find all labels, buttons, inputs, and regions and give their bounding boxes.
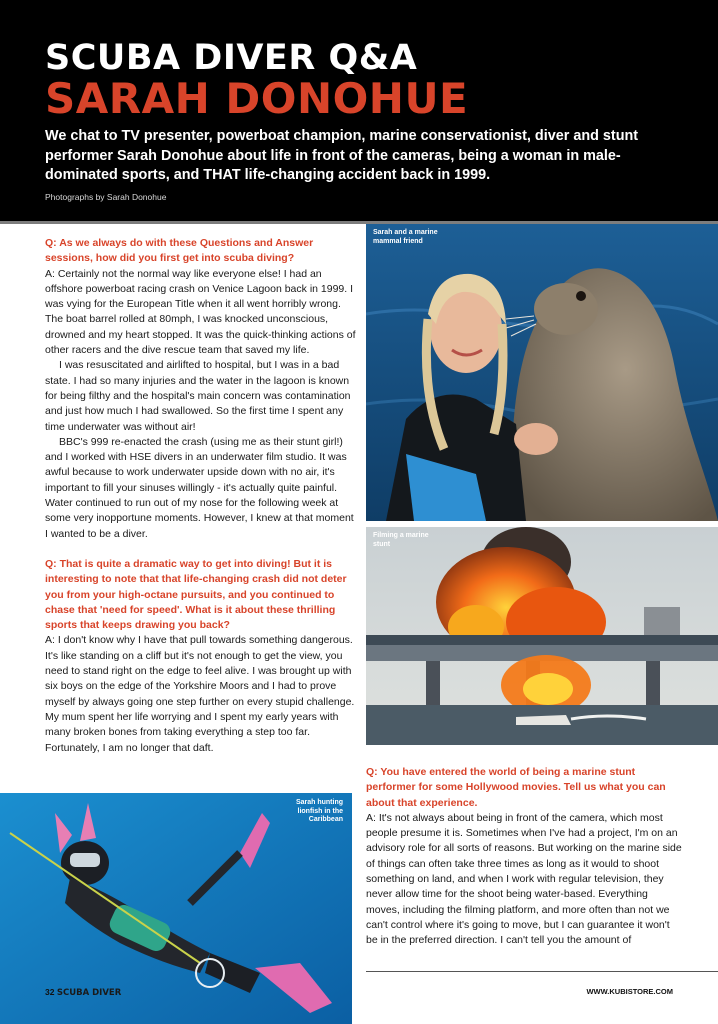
answer-3: A: It's not always about being in front of the camera, which most people presume it is. Sometimes when I've had a project, I'm on an advisory role for all sorts of reasons. But working on the marine side of things can often take three times as long as it would to shoot something on land, and when I work with regular television, they never allow time for the shoot being water-based. Everything moves, including the filming platform, and more often than not we can't control where it's going to move, but I can guarantee it won't be in the preferred direction. I can't tell you the amount of	[366, 811, 682, 947]
article-column-left	[45, 236, 356, 756]
question-3: Q: You have entered the world of being a marine stunt performer for some Hollywood movies. Tell us what you can about that experience.	[366, 766, 666, 809]
footer-divider	[366, 971, 718, 972]
photo-credit: Photographs by Sarah Donohue	[45, 192, 167, 202]
sealion-photo	[366, 224, 718, 521]
caption-stunt: Filming a marine stunt	[373, 532, 429, 548]
footer-url[interactable]: WWW.KUBISTORE.COM	[586, 987, 673, 996]
page-number: 32	[45, 987, 55, 997]
stunt-photo	[366, 527, 718, 745]
caption-sealion: Sarah and a marine mammal friend	[373, 229, 438, 245]
section-kicker: SCUBA DIVER Q&A	[45, 38, 418, 78]
article-column-right	[366, 765, 682, 949]
caption-lionfish: Sarah hunting lionfish in the Caribbean	[295, 799, 343, 823]
answer-2: A: I don't know why I have that pull towards something dangerous. It's like standing on a cliff but it's not enough to get the view, you need to stand right on the edge to feel alive. I was brought up with six boys on the edge of the Yorkshire Moors and I had to prove myself by always going one step further on every stupid challenge. My mum spent her life worrying and I spent my early years with many broken bones from taking everything a step too far. Fortunately, I am no longer that daft.	[45, 634, 355, 754]
answer-1-paragraph-1: A: Certainly not the normal way like everyone else! I had an offshore powerboat racing crash on Venice Lagoon back in 1999. I was vying for the European Title when it all went horribly wrong. The boat barrel rolled at 80mph, I was knocked unconscious, drowned and my heart stopped. It was the quick-thinking actions of other racers and the dive rescue team that saved my life.	[45, 267, 356, 357]
standfirst: We chat to TV presenter, powerboat champion, marine conservationist, diver and stunt performer Sarah Donohue about life in front of the cameras, being a woman in male-dominated sports, and THAT life-changing accident back in 1999.	[45, 128, 639, 184]
answer-1-paragraph-2: I was resuscitated and airlifted to hospital, but I was in a bad state. I had so many injuries and the water in the lagoon is known for being filthy and the hospital's main concern was contamination and just how much I had swallowed. So the first time I spent any time underwater was without air!	[45, 359, 351, 433]
header-band	[0, 0, 718, 221]
footer-brand: SCUBA DIVER	[56, 988, 122, 998]
answer-1-paragraph-3: BBC's 999 re-enacted the crash (using me as their stunt girl!) and I worked with HSE divers in an underwater film studio. It was awful because to work underwater upside down with no air, it's important to fill your sinuses willingly - it's actually quite painful. Water continued to run out of my nose for the following week at some very inopportune moments. However, I knew at that moment I wanted to be a diver.	[45, 435, 354, 540]
page-title: SARAH DONOHUE	[45, 74, 469, 123]
footer-folio	[45, 987, 121, 998]
question-2: Q: That is quite a dramatic way to get into diving! But it is interesting to note that that life-changing crash did not deter you from your high-octane pursuits, and you continued to chase that 'need for speed'. What is it about these thrilling sports that keeps drawing you back?	[45, 557, 347, 632]
question-1: Q: As we always do with these Questions and Answer sessions, how did you first get into scuba diving?	[45, 237, 314, 265]
